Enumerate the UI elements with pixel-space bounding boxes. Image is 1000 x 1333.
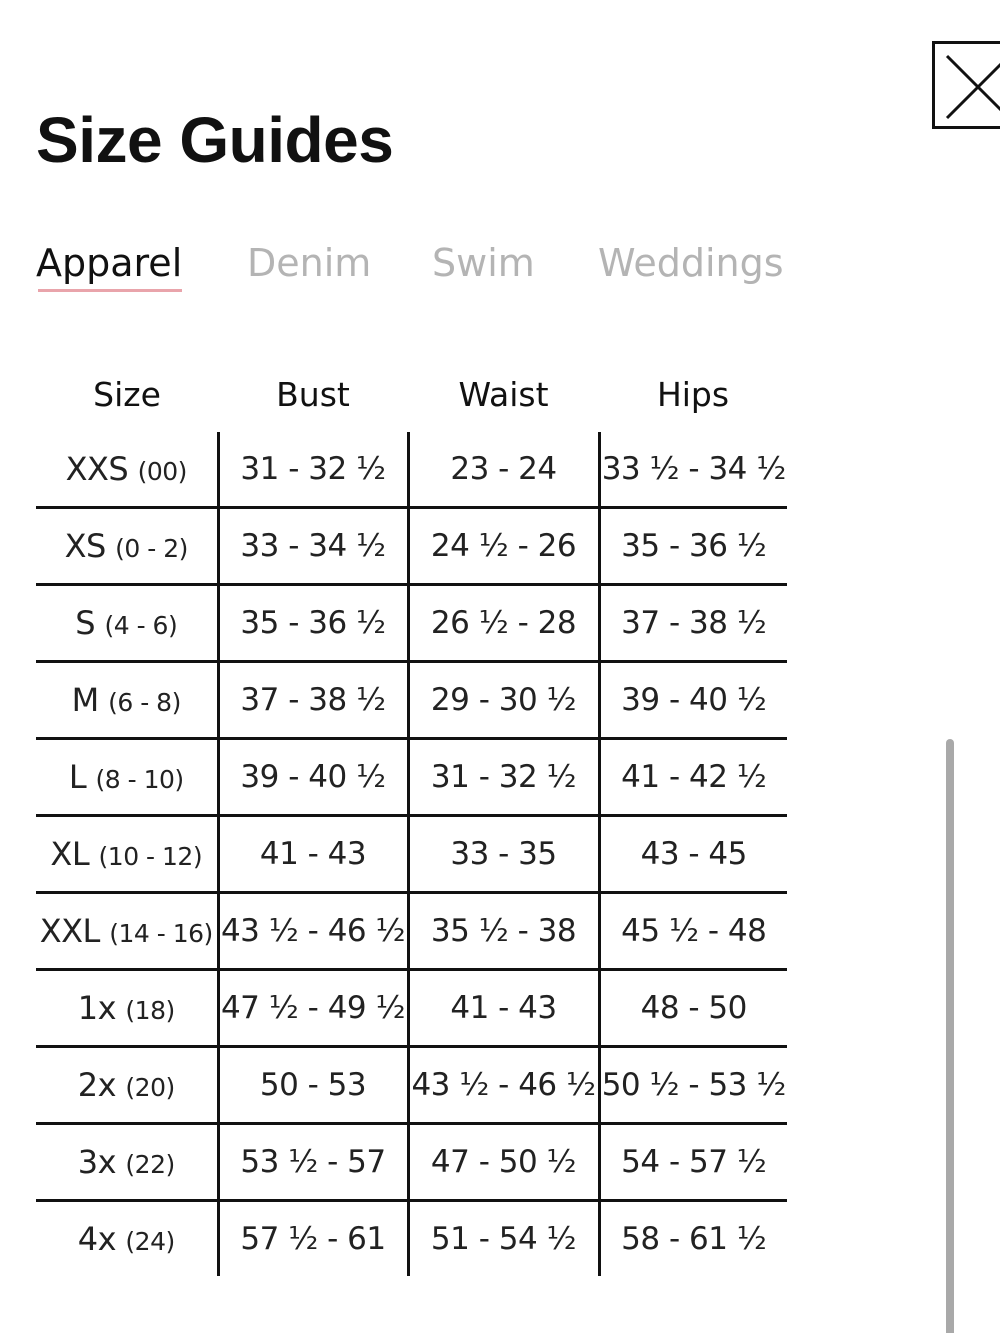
size-number: (24)	[125, 1227, 175, 1256]
size-cell	[36, 970, 218, 1047]
hips-cell: 35 - 36 ½	[599, 508, 787, 585]
table-row	[36, 1201, 787, 1277]
bust-cell: 53 ½ - 57	[218, 1124, 408, 1201]
size-label: 1x	[77, 989, 117, 1027]
hips-cell: 48 - 50	[599, 970, 787, 1047]
size-label: 3x	[77, 1143, 117, 1181]
waist-cell: 41 - 43	[408, 970, 599, 1047]
table-row	[36, 816, 787, 893]
table-row	[36, 585, 787, 662]
size-label: XXL	[39, 912, 100, 950]
table-body	[36, 432, 787, 1276]
size-cell	[36, 816, 218, 893]
tab-denim[interactable]: Denim	[247, 241, 372, 285]
table-header-row	[36, 356, 787, 432]
size-number: (6 - 8)	[108, 688, 181, 717]
size-cell	[36, 508, 218, 585]
bust-cell: 39 - 40 ½	[218, 739, 408, 816]
size-cell	[36, 1047, 218, 1124]
size-cell	[36, 1124, 218, 1201]
size-number: (8 - 10)	[95, 765, 184, 794]
size-cell	[36, 662, 218, 739]
tab-weddings[interactable]: Weddings	[598, 241, 784, 285]
hips-cell: 58 - 61 ½	[599, 1201, 787, 1277]
page-title: Size Guides	[36, 104, 394, 176]
table-row	[36, 1047, 787, 1124]
bust-cell: 31 - 32 ½	[218, 432, 408, 508]
bust-cell: 37 - 38 ½	[218, 662, 408, 739]
size-label: XXS	[65, 450, 129, 488]
waist-cell: 47 - 50 ½	[408, 1124, 599, 1201]
hips-cell: 41 - 42 ½	[599, 739, 787, 816]
size-label: S	[75, 604, 96, 642]
table-row	[36, 1124, 787, 1201]
bust-cell: 50 - 53	[218, 1047, 408, 1124]
size-label: XS	[64, 527, 106, 565]
size-cell	[36, 432, 218, 508]
size-number: (14 - 16)	[109, 919, 213, 948]
waist-cell: 26 ½ - 28	[408, 585, 599, 662]
size-number: (20)	[125, 1073, 175, 1102]
hips-cell: 39 - 40 ½	[599, 662, 787, 739]
size-label: M	[71, 681, 99, 719]
waist-cell: 51 - 54 ½	[408, 1201, 599, 1277]
bust-cell: 47 ½ - 49 ½	[218, 970, 408, 1047]
waist-cell: 33 - 35	[408, 816, 599, 893]
table-row	[36, 432, 787, 508]
header-hips: Hips	[656, 374, 730, 414]
table-row	[36, 970, 787, 1047]
hips-cell: 50 ½ - 53 ½	[599, 1047, 787, 1124]
hips-cell: 54 - 57 ½	[599, 1124, 787, 1201]
header-size: Size	[93, 374, 161, 414]
size-number: (18)	[125, 996, 175, 1025]
size-chart-table	[36, 356, 787, 1276]
waist-cell: 31 - 32 ½	[408, 739, 599, 816]
size-label: XL	[50, 835, 90, 873]
waist-cell: 24 ½ - 26	[408, 508, 599, 585]
header-waist: Waist	[458, 374, 549, 414]
waist-cell: 23 - 24	[408, 432, 599, 508]
bust-cell: 41 - 43	[218, 816, 408, 893]
waist-cell: 43 ½ - 46 ½	[408, 1047, 599, 1124]
size-cell	[36, 739, 218, 816]
table-row	[36, 662, 787, 739]
size-cell	[36, 1201, 218, 1277]
hips-cell: 43 - 45	[599, 816, 787, 893]
hips-cell: 33 ½ - 34 ½	[599, 432, 787, 508]
size-number: (4 - 6)	[104, 611, 178, 640]
waist-cell: 35 ½ - 38	[408, 893, 599, 970]
size-number: (0 - 2)	[115, 534, 188, 563]
size-cell	[36, 585, 218, 662]
size-number: (22)	[125, 1150, 175, 1179]
waist-cell: 29 - 30 ½	[408, 662, 599, 739]
bust-cell: 35 - 36 ½	[218, 585, 408, 662]
hips-cell: 45 ½ - 48	[599, 893, 787, 970]
size-cell	[36, 893, 218, 970]
header-bust: Bust	[276, 374, 350, 414]
scrollbar-thumb[interactable]	[946, 739, 954, 1333]
table-row	[36, 739, 787, 816]
table-row	[36, 893, 787, 970]
hips-cell: 37 - 38 ½	[599, 585, 787, 662]
size-number: (10 - 12)	[98, 842, 203, 871]
table-row	[36, 508, 787, 585]
bust-cell: 57 ½ - 61	[218, 1201, 408, 1277]
size-number: (00)	[137, 457, 187, 486]
size-label: L	[68, 758, 87, 796]
bust-cell: 33 - 34 ½	[218, 508, 408, 585]
close-button[interactable]	[932, 41, 1000, 129]
size-label: 4x	[77, 1220, 117, 1258]
tab-apparel[interactable]: Apparel	[36, 236, 182, 290]
bust-cell: 43 ½ - 46 ½	[218, 893, 408, 970]
close-icon	[941, 50, 1000, 124]
tab-swim[interactable]: Swim	[432, 241, 535, 285]
size-label: 2x	[77, 1066, 117, 1104]
